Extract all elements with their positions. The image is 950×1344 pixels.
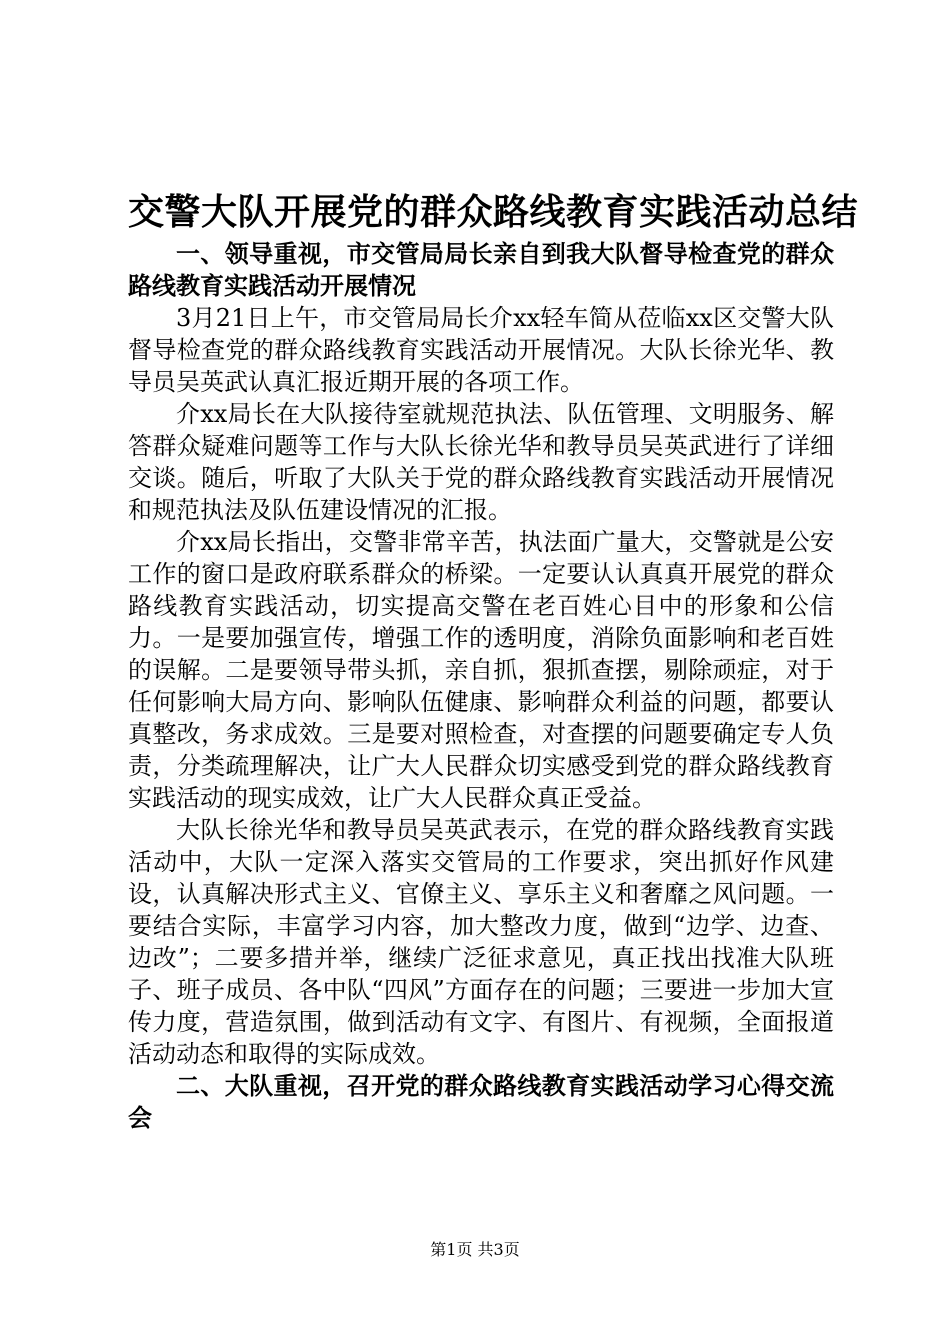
body-paragraph-1: 3月21日上午，市交管局局长介xx轻车简从莅临xx区交警大队督导检查党的群众路线教育实践活动开展情况。大队长徐光华、教导员吴英武认真汇报近期开展的各项工作。	[128, 304, 834, 396]
document-title: 交警大队开展党的群众路线教育实践活动总结	[128, 191, 859, 233]
body-paragraph-2: 介xx局长在大队接待室就规范执法、队伍管理、文明服务、解答群众疑难问题等工作与大队长徐光华和教导员吴英武进行了详细交谈。随后，听取了大队关于党的群众路线教育实践活动开展情况和规范执法及队伍建设情况的汇报。	[128, 400, 834, 524]
section-heading-1: 一、领导重视，市交管局局长亲自到我大队督导检查党的群众路线教育实践活动开展情况	[128, 239, 834, 300]
body-paragraph-3: 介xx局长指出，交警非常辛苦，执法面广量大，交警就是公安工作的窗口是政府联系群众的桥梁。一定要认认真真开展党的群众路线教育实践活动，切实提高交警在老百姓心目中的形象和公信力。一是要加强宣传，增强工作的透明度，消除负面影响和老百姓的误解。二是要领导带头抓，亲自抓，狠抓查摆，剔除顽症，对于任何影响大局方向、影响队伍健康、影响群众利益的问题，都要认真整改，务求成效。三是要对照检查，对查摆的问题要确定专人负责，分类疏理解决，让广大人民群众切实感受到党的群众路线教育实践活动的现实成效，让广大人民群众真正受益。	[128, 528, 834, 812]
page-number-footer: 第1页 共3页	[430, 1240, 520, 1259]
body-paragraph-4: 大队长徐光华和教导员吴英武表示，在党的群众路线教育实践活动中，大队一定深入落实交管局的工作要求，突出抓好作风建设，认真解决形式主义、官僚主义、享乐主义和奢靡之风问题。一要结合实际，丰富学习内容，加大整改力度，做到“边学、边查、边改”；二要多措并举，继续广泛征求意见，真正找出找准大队班子、班子成员、各中队“四风”方面存在的问题；三要进一步加大宣传力度，营造氛围，做到活动有文字、有图片、有视频，全面报道活动动态和取得的实际成效。	[128, 816, 834, 1068]
section-heading-2: 二、大队重视，召开党的群众路线教育实践活动学习心得交流会	[128, 1071, 834, 1132]
document-body	[128, 238, 834, 1134]
